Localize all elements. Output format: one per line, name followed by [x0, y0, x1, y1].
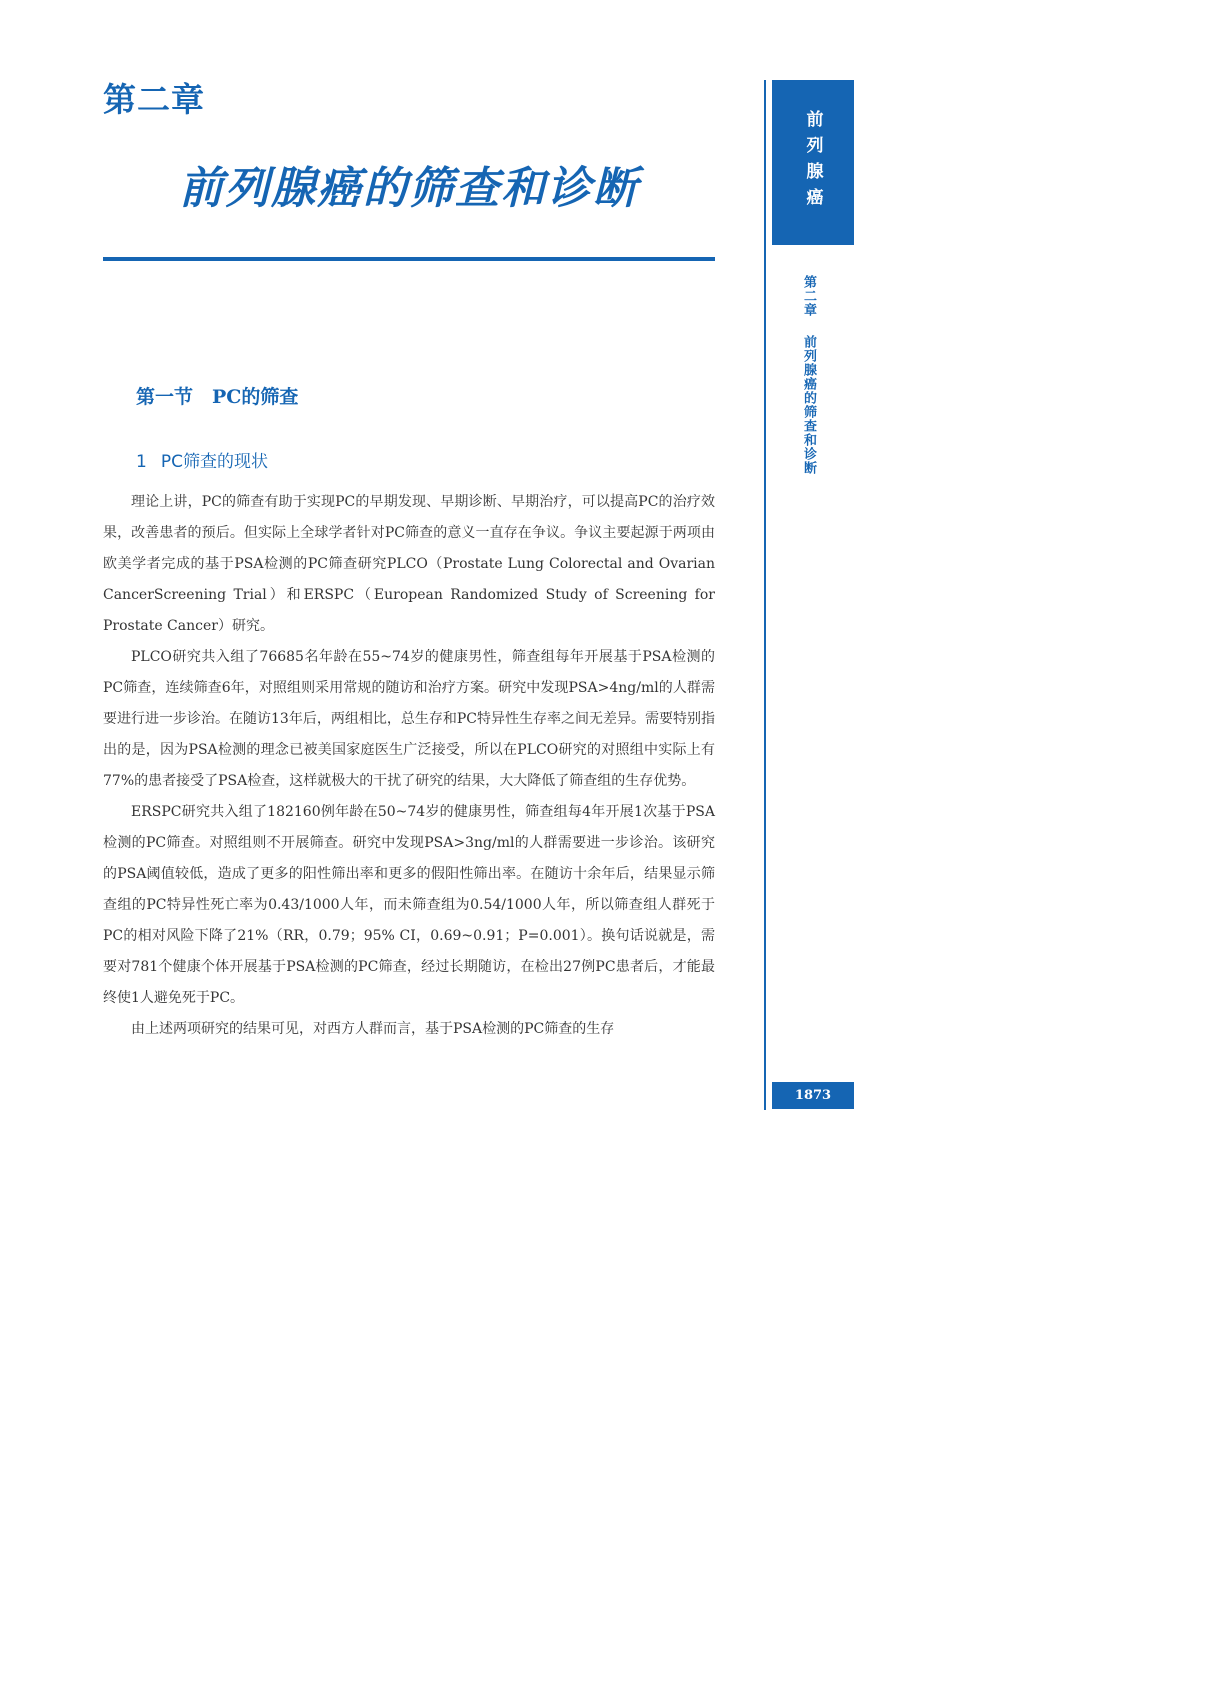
subsection-heading	[136, 447, 268, 472]
body-text	[103, 487, 715, 1045]
section-heading: 第一节 PC的筛查	[136, 386, 299, 408]
sidebar-chapter-title: 前列腺癌的筛查和诊断	[801, 335, 816, 475]
sidebar-book-title-block	[772, 80, 854, 245]
chapter-title: 前列腺癌的筛查和诊断	[179, 163, 639, 214]
paragraph-1: 理论上讲，PC的筛查有助于实现PC的早期发现、早期诊断、早期治疗，可以提高PC的治疗效果，改善患者的预后。但实际上全球学者针对PC筛查的意义一直存在争议。争议主要起源于两项由欧美学者完成的基于PSA检测的PC筛查研究PLCO（Prostate Lung Colorectal and Ovarian CancerScreening Trial）和ERSPC（European Randomized Study of Screening for Prostate Cancer）研究。	[103, 494, 715, 634]
subsection-number: 1	[136, 452, 147, 472]
sidebar-chapter-label: 第二章	[801, 275, 816, 317]
paragraph-3: ERSPC研究共入组了182160例年龄在50~74岁的健康男性，筛查组每4年开展1次基于PSA检测的PC筛查。对照组则不开展筛查。研究中发现PSA>3ng/ml的人群需要进一步诊治。该研究的PSA阈值较低，造成了更多的阳性筛出率和更多的假阳性筛出率。在随访十余年后，结果显示筛查组的PC特异性死亡率为0.43/1000人年，而未筛查组为0.54/1000人年，所以筛查组人群死于PC的相对风险下降了21%（RR，0.79；95% CI，0.69~0.91；P=0.001）。换句话说就是，需要对781个健康个体开展基于PSA检测的PC筛查，经过长期随访，在检出27例PC患者后，才能最终使1人避免死于PC。	[103, 804, 715, 1006]
paragraph-4: 由上述两项研究的结果可见，对西方人群而言，基于PSA检测的PC筛查的生存	[131, 1021, 615, 1037]
sidebar-chapter	[796, 275, 820, 475]
title-rule	[103, 257, 715, 261]
sidebar-book-title: 前列腺癌	[802, 110, 823, 214]
sidebar-rule	[764, 80, 766, 1110]
page-number	[772, 1082, 854, 1109]
page-number-text: 1873	[794, 1088, 832, 1103]
subsection-title: PC筛查的现状	[160, 452, 268, 472]
chapter-label: 第二章	[103, 80, 205, 119]
paragraph-2: PLCO研究共入组了76685名年龄在55~74岁的健康男性，筛查组每年开展基于PSA检测的PC筛查，连续筛查6年，对照组则采用常规的随访和治疗方案。研究中发现PSA>4ng/ml的人群需要进行进一步诊治。在随访13年后，两组相比，总生存和PC特异性生存率之间无差异。需要特别指出的是，因为PSA检测的理念已被美国家庭医生广泛接受，所以在PLCO研究的对照组中实际上有77%的患者接受了PSA检查，这样就极大的干扰了研究的结果，大大降低了筛查组的生存优势。	[103, 649, 715, 789]
